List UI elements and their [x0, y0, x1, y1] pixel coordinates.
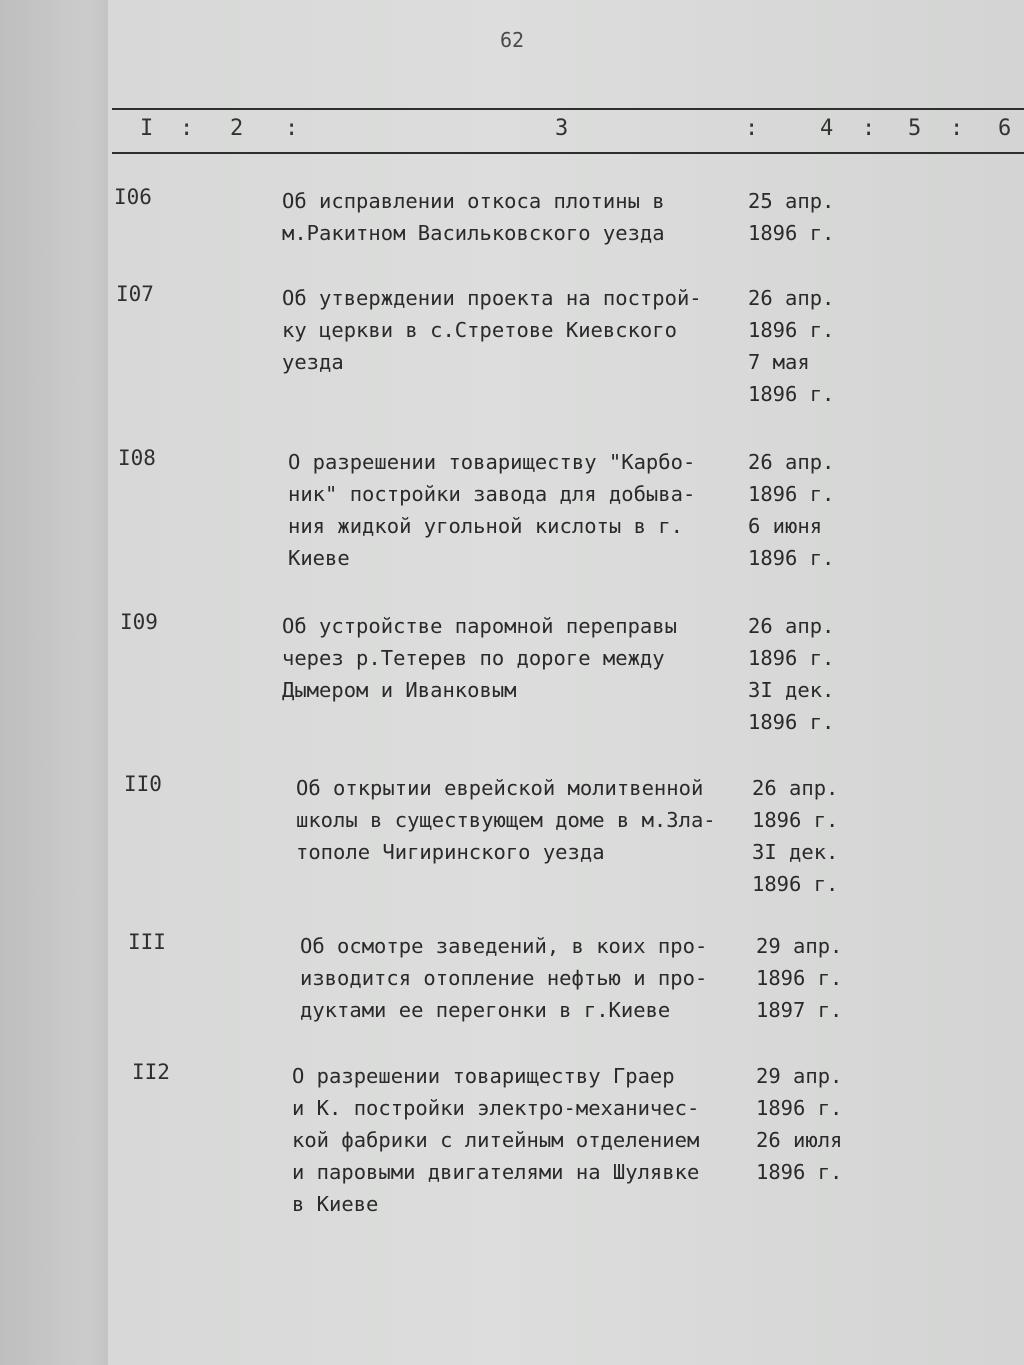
- column-header-6: 6: [998, 116, 1012, 141]
- entry-number: II0: [124, 772, 162, 796]
- header-rule-bottom: [112, 152, 1024, 154]
- column-separator: :: [285, 116, 299, 141]
- column-separator: :: [950, 116, 964, 141]
- entry-description: Об утверждении проекта на построй- ку церкви в с.Стретове Киевского уезда: [282, 286, 702, 374]
- entry-number: III: [128, 930, 166, 954]
- entry-number: I09: [120, 610, 158, 634]
- entry-number: I08: [118, 446, 156, 470]
- column-header-3: 3: [555, 116, 569, 141]
- entry-dates: 26 апр. 1896 г. 3I дек. 1896 г.: [748, 614, 835, 734]
- entry-dates: 26 апр. 1896 г. 3I дек. 1896 г.: [752, 776, 839, 896]
- column-header-1: I: [140, 116, 154, 141]
- column-separator: :: [862, 116, 876, 141]
- column-header-4: 4: [820, 116, 834, 141]
- entry-dates: 26 апр. 1896 г. 6 июня 1896 г.: [748, 450, 835, 570]
- previous-page-edge: [0, 0, 108, 1365]
- page-number: 62: [500, 28, 525, 52]
- column-header-2: 2: [230, 116, 244, 141]
- entry-description: Об устройстве паромной переправы через р.Тетерев по дороге между Дымером и Иванковым: [282, 614, 677, 702]
- entry-number: I06: [114, 185, 152, 209]
- entry-number: I07: [116, 282, 154, 306]
- entry-dates: 25 апр. 1896 г.: [748, 189, 835, 245]
- column-header-5: 5: [908, 116, 922, 141]
- entry-description: Об открытии еврейской молитвенной школы в существующем доме в м.Зла- тополе Чигиринского уезда: [296, 776, 716, 864]
- entry-description: О разрешении товариществу Граер и К. постройки электро-механичес- кой фабрики с литейным отделением и паровыми двигателями на Шулявке в Киеве: [292, 1064, 700, 1216]
- entry-description: О разрешении товариществу "Карбо- ник" постройки завода для добыва- ния жидкой угольной кислоты в г. Киеве: [288, 450, 696, 570]
- entry-dates: 26 апр. 1896 г. 7 мая 1896 г.: [748, 286, 835, 406]
- entry-description: Об осмотре заведений, в коих про- изводится отопление нефтью и про- дуктами ее перегонки в г.Киеве: [300, 934, 708, 1022]
- entry-description: Об исправлении откоса плотины в м.Ракитном Васильковского уезда: [282, 189, 665, 245]
- header-rule-top: [112, 108, 1024, 110]
- column-separator: :: [745, 116, 759, 141]
- entry-number: II2: [132, 1060, 170, 1084]
- entry-dates: 29 апр. 1896 г. 1897 г.: [756, 934, 843, 1022]
- entry-dates: 29 апр. 1896 г. 26 июля 1896 г.: [756, 1064, 843, 1184]
- column-separator: :: [180, 116, 194, 141]
